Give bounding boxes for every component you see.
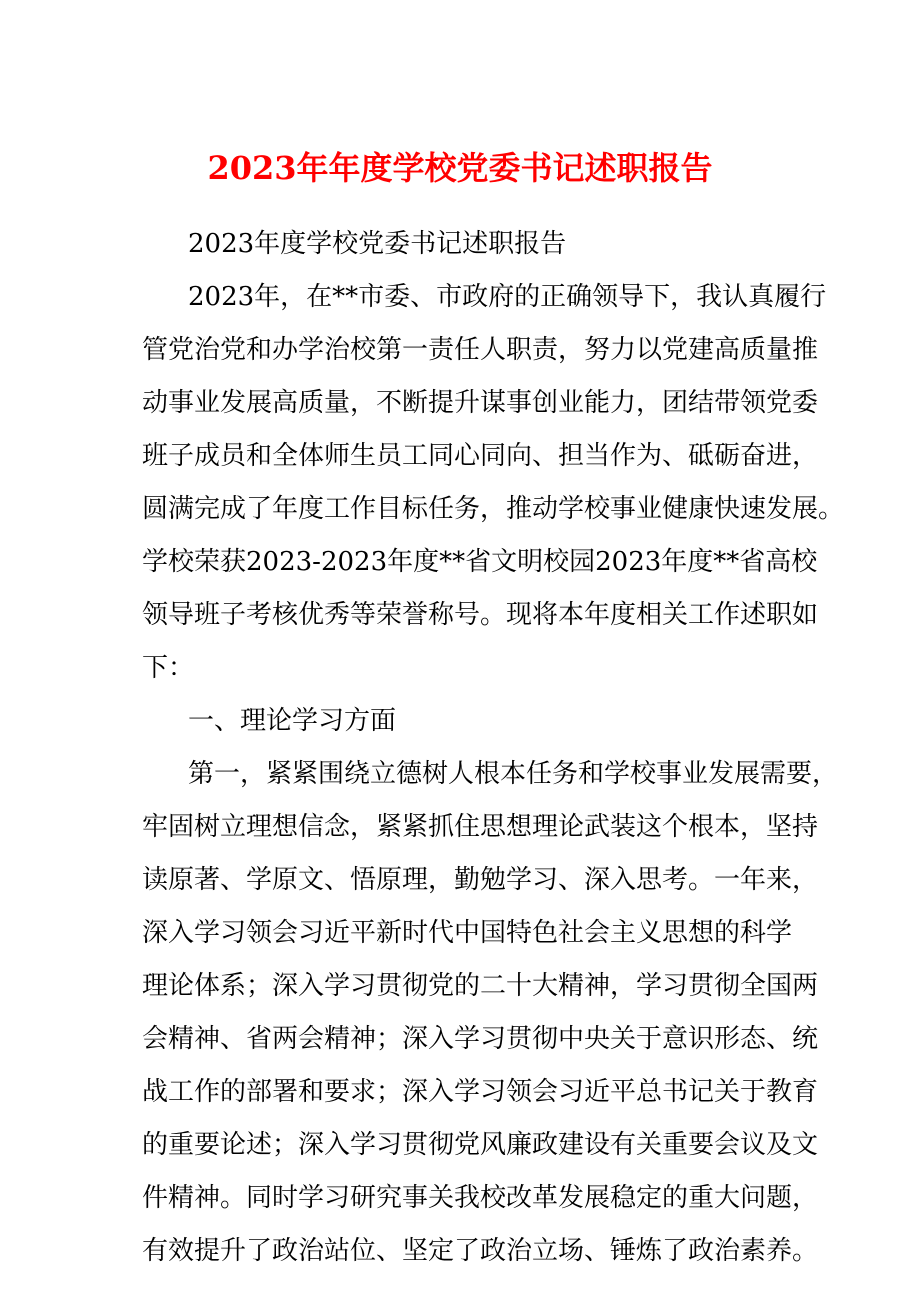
paragraph-line: 圆满完成了年度工作目标任务，推动学校事业健康快速发展。	[142, 494, 845, 524]
paragraph-line: 有效提升了政治站位、坚定了政治立场、锤炼了政治素养。	[142, 1236, 819, 1266]
paragraph-line: 战工作的部署和要求；深入学习领会习近平总书记关于教育	[142, 1077, 819, 1107]
paragraph-line: 件精神。同时学习研究事关我校改革发展稳定的重大问题，	[142, 1183, 819, 1213]
paragraph-line: 读原著、学原文、悟原理，勤勉学习、深入思考。一年来，	[142, 865, 819, 895]
paragraph-line: 领导班子考核优秀等荣誉称号。现将本年度相关工作述职如	[142, 600, 819, 630]
document-title: 2023年年度学校党委书记述职报告	[207, 149, 713, 187]
paragraph-line-subtitle: 2023年度学校党委书记述职报告	[188, 229, 567, 259]
paragraph-line: 会精神、省两会精神；深入学习贯彻中央关于意识形态、统	[142, 1024, 819, 1054]
paragraph-line: 牢固树立理想信念，紧紧抓住思想理论武装这个根本，坚持	[142, 812, 819, 842]
paragraph-line: 下：	[142, 653, 195, 683]
paragraph-line: 深入学习领会习近平新时代中国特色社会主义思想的科学	[142, 918, 793, 948]
section-heading: 一、理论学习方面	[188, 706, 397, 736]
paragraph-line: 班子成员和全体师生员工同心同向、担当作为、砥砺奋进，	[142, 441, 819, 471]
paragraph-line: 学校荣获2023-2023年度**省文明校园2023年度**省高校	[142, 547, 818, 577]
paragraph-line: 的重要论述；深入学习贯彻党风廉政建设有关重要会议及文	[142, 1130, 819, 1160]
paragraph-line: 管党治党和办学治校第一责任人职责，努力以党建高质量推	[142, 335, 819, 365]
paragraph-line: 理论体系；深入学习贯彻党的二十大精神，学习贯彻全国两	[142, 971, 819, 1001]
paragraph-line: 第一，紧紧围绕立德树人根本任务和学校事业发展需要，	[188, 759, 839, 789]
paragraph-line: 动事业发展高质量，不断提升谋事创业能力，团结带领党委	[142, 388, 819, 418]
paragraph-line: 2023年，在**市委、市政府的正确领导下，我认真履行	[188, 282, 827, 312]
